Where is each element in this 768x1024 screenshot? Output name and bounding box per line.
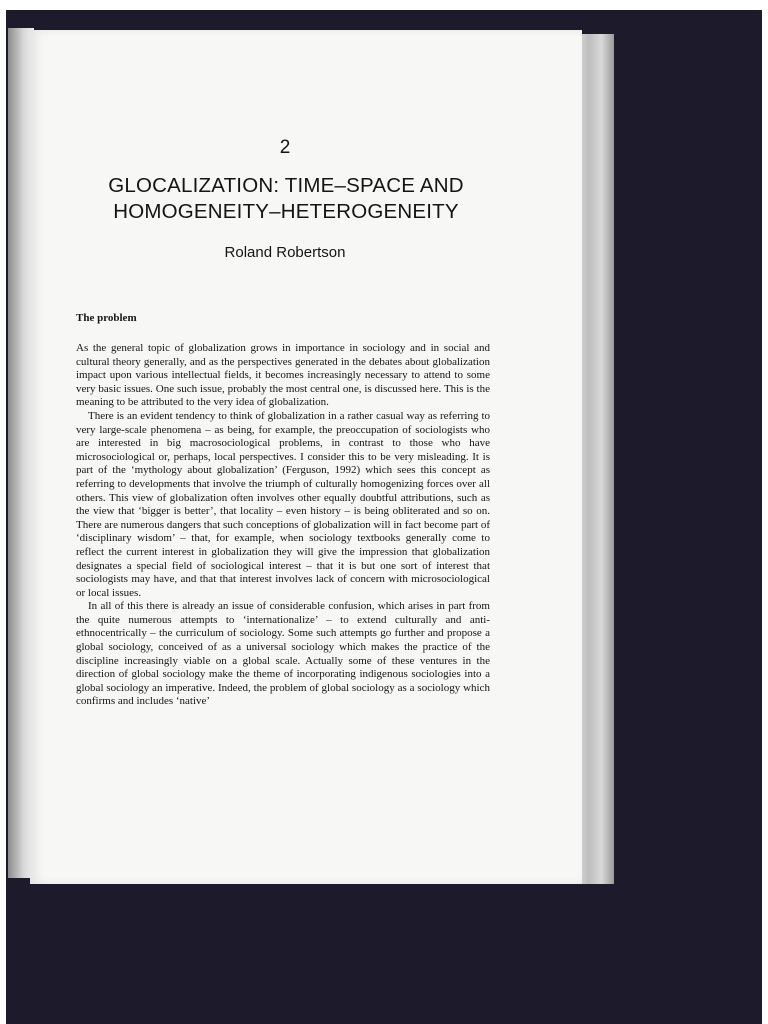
chapter-title-line: GLOCALIZATION: TIME–SPACE AND <box>108 174 464 197</box>
scan-right-border <box>762 0 768 1024</box>
paragraph: In all of this there is already an issue of considerable confusion, which arises in part from the quite numerous attempts to ‘internationalize’ – to extend culturally and anti-ethnocentrically – the curriculum of sociology. Some such attempts go further and propose a global sociology, conceived of as a universal sociology which makes the practice of the discipline increasingly viable on a global scale. Actually some of these ventures in the direction of global sociology make the theme of incorporating indigenous sociologies into a global sociology an imperative. Indeed, the problem of global sociology as a sociology which confirms and includes ‘native’ <box>76 600 490 708</box>
paragraph: As the general topic of globalization grows in importance in sociology and in social and cultural theory generally, and as the perspectives generated in the debates about globalization impact upon various intellectual fields, it becomes increasingly necessary to attend to some very basic issues. One such issue, probably the most central one, is discussed here. This is the meaning to be attributed to the very idea of globalization. <box>76 342 490 409</box>
chapter-title-line: HOMOGENEITY–HETEROGENEITY <box>113 200 459 223</box>
chapter-number: 2 <box>279 137 291 158</box>
book-page <box>30 30 582 884</box>
section-heading: The problem <box>76 312 137 324</box>
body-text <box>76 342 490 709</box>
author-name: Roland Robertson <box>224 244 346 261</box>
chapter-title <box>70 173 502 225</box>
scan-top-border <box>0 0 768 10</box>
scan-left-border <box>0 0 6 1024</box>
paragraph: There is an evident tendency to think of globalization in a rather casual way as referring to very large-scale phenomena – as being, for example, the preoccupation of sociologists who are interested in big macrosociological problems, in contrast to those who have microsociological or, perhaps, local perspectives. I consider this to be very misleading. It is part of the ‘mythology about globalization’ (Ferguson, 1992) which sees this concept as referring to developments that involve the triumph of culturally homogenizing forces over all others. This view of globalization often involves other equally doubtful attributions, such as the view that ‘bigger is better’, that locality – even history – is being obliterated and so on. There are numerous dangers that such conceptions of globalization will in fact become part of ‘disciplinary wisdom’ – that, for example, when sociology textbooks generally come to reflect the current interest in globalization they will give the impression that globalization designates a special field of sociological interest – that it is but one sort of interest that sociologists may have, and that that interest involves lack of concern with microsociological or local issues. <box>76 409 490 599</box>
